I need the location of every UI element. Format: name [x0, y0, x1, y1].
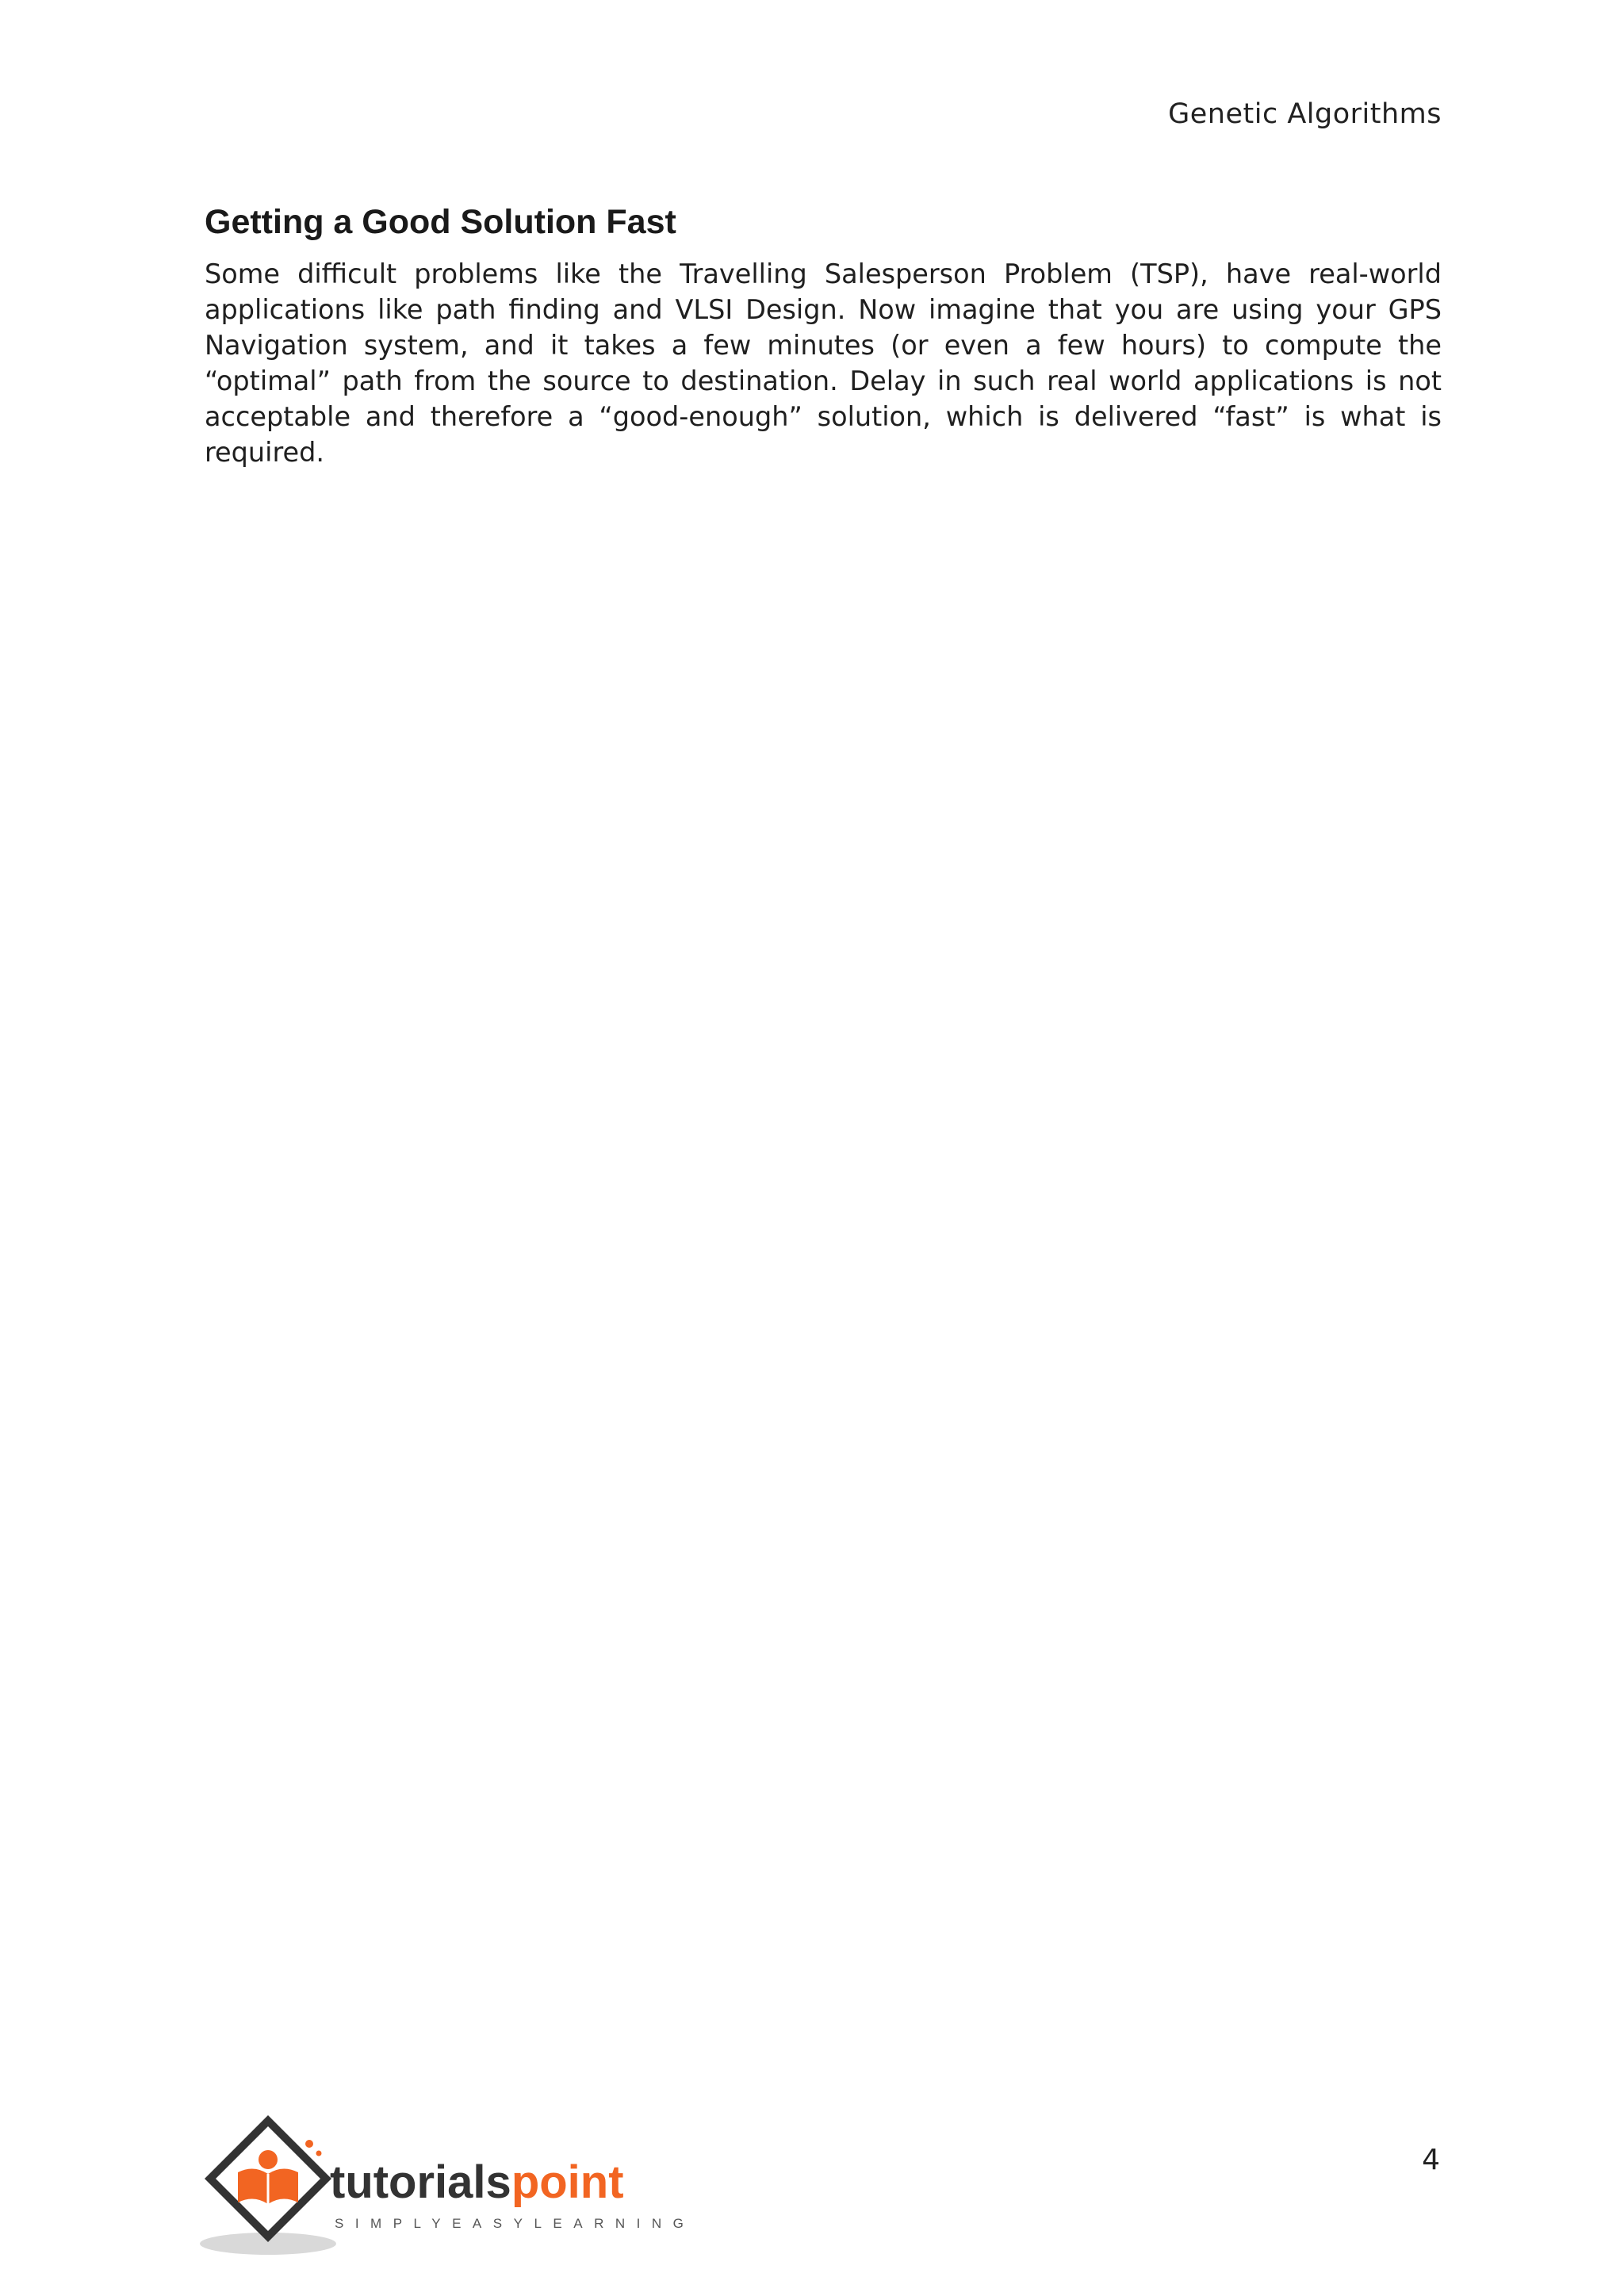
main-content [205, 203, 1442, 470]
section-heading: Getting a Good Solution Fast [205, 203, 676, 241]
body-paragraph: Some difficult problems like the Travelling Salesperson Problem (TSP), have real-world applications like path finding and VLSI Design. Now imagine that you are using your GPS Navigation system, and it takes a few minutes (or even a few hours) to compute the “optimal” path from the source to destination. Delay in such real world applications is not acceptable and therefore a “good-enough” solution, which is delivered “fast” is what is required. [205, 258, 1442, 468]
person-head-icon [259, 2150, 278, 2169]
sparkle-icon [305, 2140, 313, 2148]
logo-wordmark-point: point [511, 2156, 624, 2208]
tutorialspoint-logo [198, 2109, 695, 2260]
sparkle-icon [316, 2151, 322, 2156]
page-number: 4 [1422, 2144, 1440, 2176]
running-header: Genetic Algorithms [1168, 98, 1442, 130]
logo-wordmark-tutorials: tutorials [330, 2156, 511, 2208]
logo-tagline: SIMPLYEASYLEARNING [335, 2216, 695, 2231]
svg-text:tutorialspoint [330, 2156, 624, 2208]
